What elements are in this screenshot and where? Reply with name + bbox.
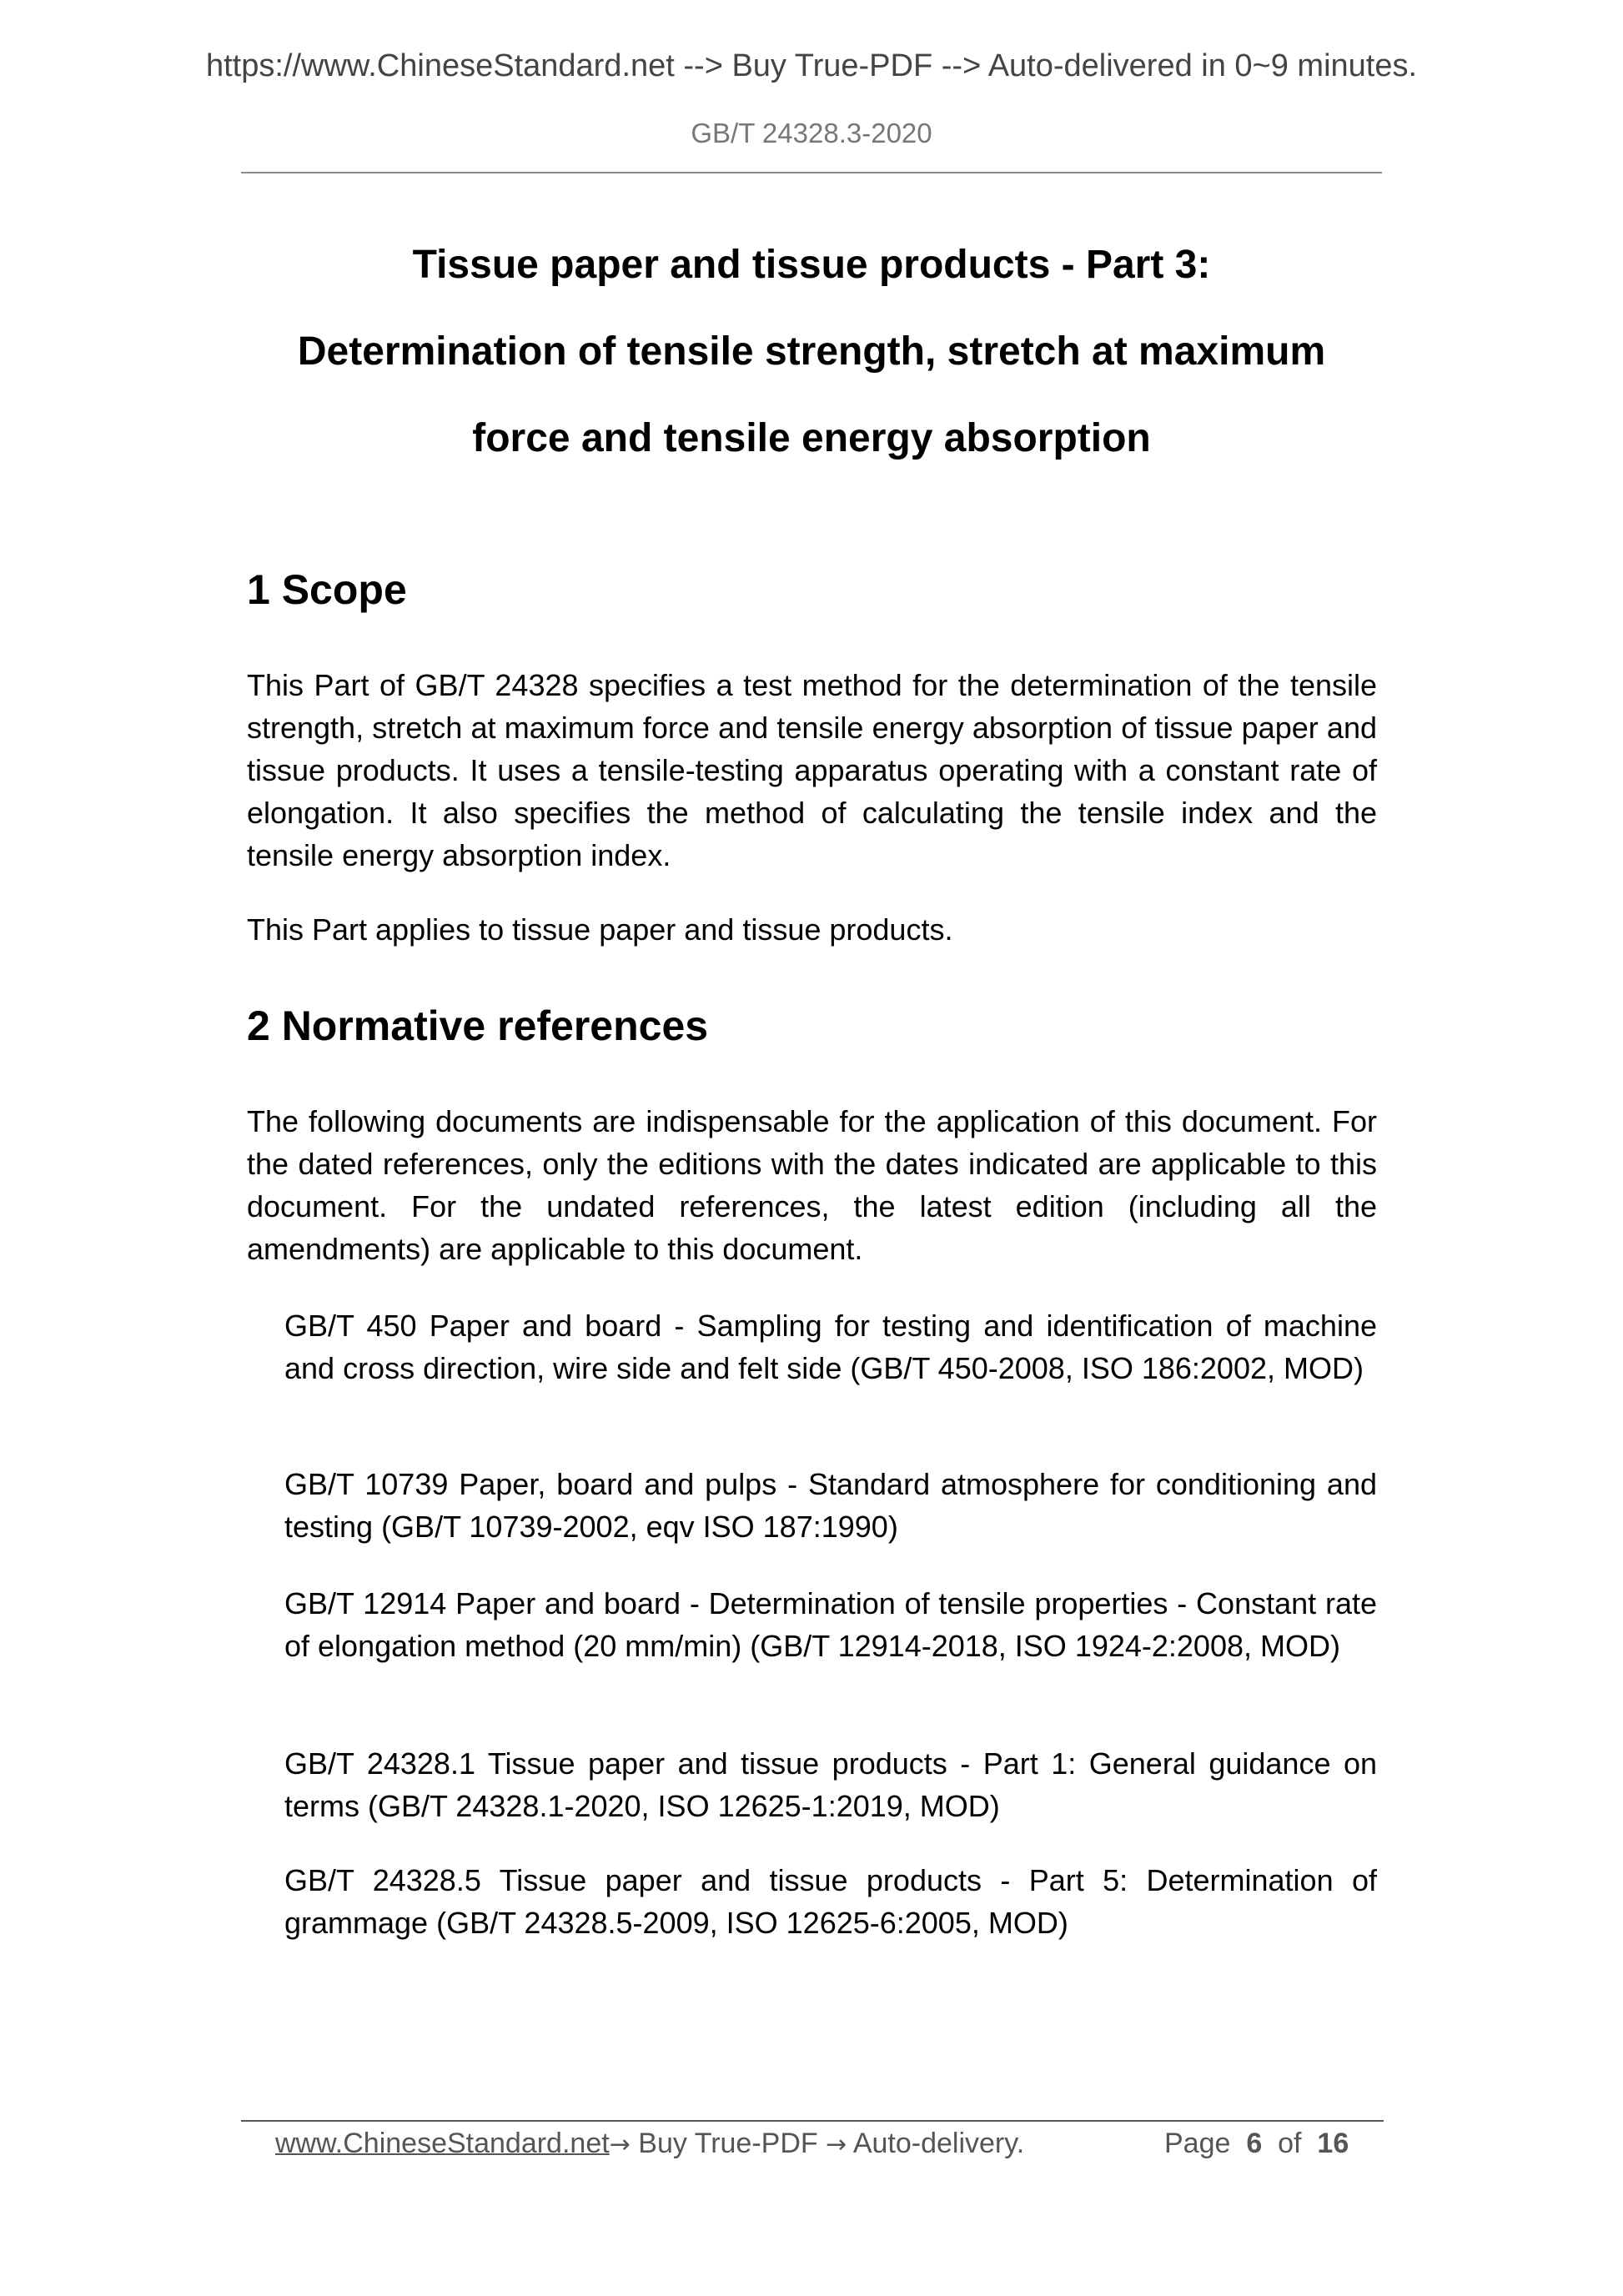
page-label: Page	[1164, 2128, 1231, 2159]
page-footer	[275, 2125, 1359, 2162]
footer-site-link[interactable]: www.ChineseStandard.net	[275, 2128, 610, 2159]
scope-paragraph-2: This Part applies to tissue paper and tissue products.	[247, 912, 953, 947]
arrow-right-icon: →	[609, 2130, 631, 2159]
current-page-number: 6	[1246, 2128, 1263, 2159]
title-line-3: force and tensile energy absorption	[472, 416, 1151, 460]
reference-item: GB/T 24328.5 Tissue paper and tissue products - Part 5: Determination of grammage (GB/T 24328.5-2009, ISO 12625-6:2005, MOD)	[284, 1863, 1377, 1940]
footer-delivery-text: Auto-delivery.	[847, 2128, 1025, 2159]
normative-intro-paragraph: The following documents are indispensable for the application of this document. For the dated references, only the editions with the dates indicated are applicable to this document. For the undated references, the latest edition (including all the amendments) are applicable to this document.	[247, 1104, 1377, 1266]
title-line-1: Tissue paper and tissue products - Part 3:	[412, 243, 1211, 287]
total-page-count: 16	[1317, 2128, 1349, 2159]
footer-buy-text: Buy True-PDF	[630, 2128, 827, 2159]
document-title	[200, 238, 1423, 498]
reference-item: GB/T 12914 Paper and board - Determination of tensile properties - Constant rate of elongation method (20 mm/min) (GB/T 12914-2018, ISO 1924-2:2008, MOD)	[284, 1586, 1377, 1663]
document-code: GB/T 24328.3-2020	[691, 118, 932, 148]
header-divider	[241, 172, 1382, 173]
top-banner: https://www.ChineseStandard.net --> Buy True-PDF --> Auto-delivered in 0~9 minutes.	[205, 48, 1418, 83]
scope-paragraph-1: This Part of GB/T 24328 specifies a test method for the determination of the tensile strength, stretch at maximum force and tensile energy absorption of tissue paper and tissue products. It uses a tensile-testing apparatus operating with a constant rate of elongation. It also specifies the method of calculating the tensile index and the tensile energy absorption index.	[247, 668, 1377, 872]
page-indicator	[1164, 2125, 1349, 2162]
footer-divider	[241, 2120, 1384, 2122]
reference-item: GB/T 24328.1 Tissue paper and tissue products - Part 1: General guidance on terms (GB/T 24328.1-2020, ISO 12625-1:2019, MOD)	[284, 1746, 1377, 1823]
arrow-right-icon: →	[826, 2130, 847, 2159]
reference-item: GB/T 450 Paper and board - Sampling for testing and identification of machine and cross direction, wire side and felt side (GB/T 450-2008, ISO 186:2002, MOD)	[284, 1309, 1377, 1385]
section-heading-scope: 1 Scope	[247, 566, 407, 613]
title-line-2: Determination of tensile strength, stretch at maximum	[297, 329, 1326, 374]
page-of-label: of	[1278, 2128, 1302, 2159]
reference-item: GB/T 10739 Paper, board and pulps - Standard atmosphere for conditioning and testing (GB/T 10739-2002, eqv ISO 187:1990)	[284, 1467, 1377, 1544]
section-heading-normative-references: 2 Normative references	[247, 1002, 709, 1049]
